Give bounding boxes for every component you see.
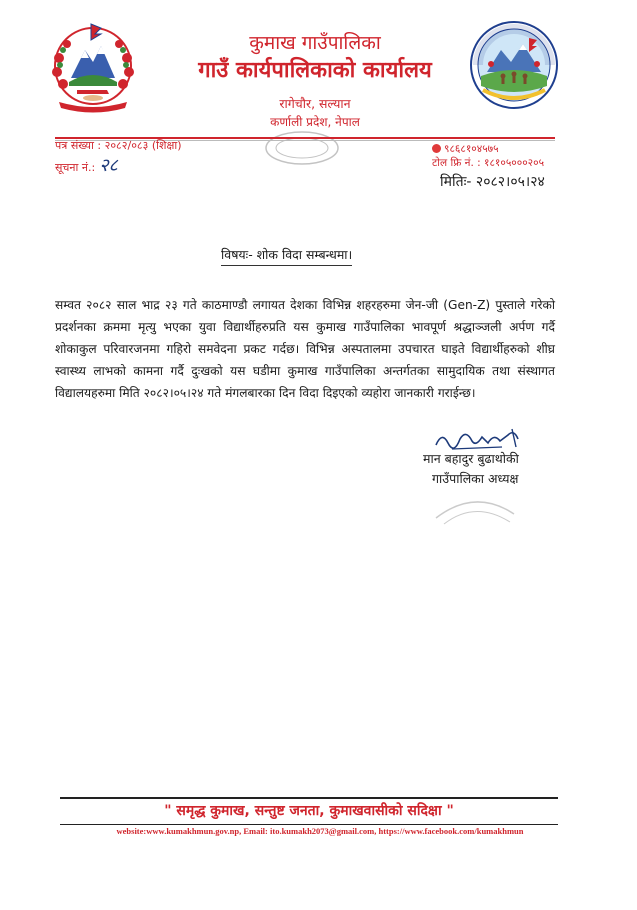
toll-free-number: टोल फ्रि नं. : १८१०५०००२०५	[432, 157, 545, 169]
notice-number	[55, 153, 118, 177]
footer-contact-links: website:www.kumakhmun.gov.np, Email: ito.kumakh2073@gmail.com, https://www.facebook.com/kumakhmun	[116, 826, 524, 836]
address-line-2: कर्णाली प्रदेश, नेपाल	[270, 115, 360, 129]
address-line-1: रागेचौर, सल्यान	[279, 96, 351, 111]
faint-seal-icon	[430, 488, 520, 528]
kumakh-municipality-logo	[469, 20, 559, 110]
nepal-emblem-logo	[47, 20, 139, 115]
phone-value: ९८६८१०४५७५	[444, 143, 499, 155]
notice-number-label: सूचना नं.:	[55, 161, 96, 174]
office-name: गाउँ कार्यपालिकाको कार्यालय	[198, 58, 432, 83]
municipality-name: कुमाख गाउँपालिका	[249, 32, 381, 54]
signatory-name: मान बहादुर बुढाथोकी	[423, 451, 519, 466]
letter-number: पत्र संख्या : २०८२/०८३ (शिक्षा)	[55, 139, 182, 152]
footer-divider-bottom	[60, 824, 558, 825]
letter-date: मितिः- २०८२।०५।२४	[440, 174, 545, 190]
footer-divider-top	[60, 797, 558, 799]
signatory-title: गाउँपालिका अध्यक्ष	[432, 471, 519, 486]
notice-number-value: २८	[99, 155, 118, 176]
phone-number	[432, 142, 499, 156]
body-paragraph: सम्वत २०८२ साल भाद्र २३ गते काठमाण्डौ लगायत देशका विभिन्न शहरहरुमा जेन-जी (Gen-Z) पुस्ताले गरेको प्रदर्शनका क्रममा मृत्यु भएका युवा विद्यार्थीहरुप्रति यस कुमाख गाउँपालिका भावपूर्ण श्रद्धाञ्जली अर्पण गर्दै शोकाकुल परिवारजनमा गहिरो समवेदना प्रकट गर्दछ। विभिन्न अस्पतालमा उपचारत घाइते विद्यार्थीहरुको शीघ्र स्वास्थ्य लाभको कामना गर्दै दुःखको यस घडीमा कुमाख गाउँपालिका अन्तर्गतका सामुदायिक तथा संस्थागत विद्यालयहरुमा मिति २०८२।०५।२४ गते मंगलबारका दिन विदा दिइएको व्यहोरा जानकारी गराईन्छ।	[55, 298, 555, 400]
footer-slogan: " समृद्ध कुमाख, सन्तुष्ट जनता, कुमाखवासीको सदिक्षा "	[164, 803, 454, 819]
subject-line: विषयः- शोक विदा सम्बन्धमा।	[221, 246, 352, 266]
signature-icon	[432, 425, 527, 453]
phone-icon	[432, 144, 441, 153]
faint-stamp-icon	[262, 128, 342, 168]
